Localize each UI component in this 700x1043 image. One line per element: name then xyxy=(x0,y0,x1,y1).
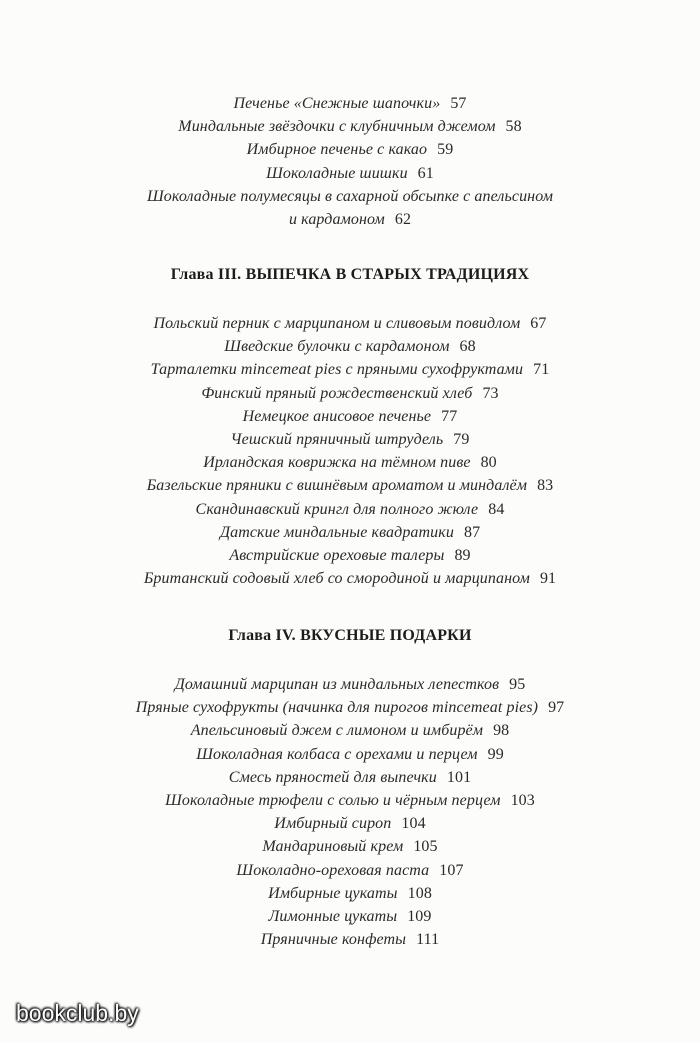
toc-entry-title: Скандинавский крингл для полного жюле xyxy=(195,500,479,518)
toc-entry xyxy=(20,789,680,812)
toc-entry xyxy=(20,498,680,521)
chapter-4-heading: Глава IV. ВКУСНЫЕ ПОДАРКИ xyxy=(228,627,472,644)
toc-entry-page: 109 xyxy=(407,908,432,926)
toc-entry-title: Датские миндальные квадратики xyxy=(219,523,454,541)
toc-entry-title: Финский пряный рождественский хлеб xyxy=(201,384,473,402)
toc-entry xyxy=(20,835,680,858)
toc-entry xyxy=(20,162,680,185)
toc-entry xyxy=(20,859,680,882)
toc-entry-title: Шоколадные полумесяцы в сахарной обсыпке с апельсином xyxy=(146,187,554,205)
toc-entry-title: Имбирное печенье с какао xyxy=(246,141,428,159)
toc-entry-page: 80 xyxy=(480,454,497,472)
toc-entry-page: 89 xyxy=(454,547,471,565)
toc-entry-title: Британский содовый хлеб со смородиной и марципаном xyxy=(143,570,530,588)
toc-entry xyxy=(20,451,680,474)
toc-entry-page: 97 xyxy=(548,699,565,717)
toc-entry xyxy=(20,928,680,951)
toc-entry-page: 104 xyxy=(401,815,426,833)
toc-entry xyxy=(20,521,680,544)
toc-entry xyxy=(20,428,680,451)
toc-entry-page: 67 xyxy=(530,315,547,332)
toc-entry xyxy=(20,544,680,567)
toc-entry xyxy=(20,335,680,358)
toc-entry-page: 83 xyxy=(537,477,554,495)
toc-entry-page: 91 xyxy=(539,570,557,588)
toc-entry-title: Шведские булочки с кардамоном xyxy=(224,338,450,356)
toc-entry-page: 59 xyxy=(437,141,454,159)
toc-entry-page: 68 xyxy=(459,338,476,356)
toc-entry-title: Австрийские ореховые талеры xyxy=(229,547,445,565)
toc-entry-title: Базельские пряники с вишнёвым ароматом и миндалём xyxy=(146,477,528,495)
toc-entry-page: 84 xyxy=(488,500,505,518)
toc-entry-page: 103 xyxy=(510,792,535,810)
toc-entry-title: Мандариновый крем xyxy=(262,838,404,856)
toc-entry-page: 62 xyxy=(394,211,412,229)
toc-entry-title: Миндальные звёздочки с клубничным джемом xyxy=(178,118,496,136)
toc-entry xyxy=(20,312,680,335)
toc-entry-page: 58 xyxy=(505,118,522,136)
toc-entry-title: Пряничные конфеты xyxy=(260,931,407,949)
toc-entry-title: Польский перник с марципаном и сливовым повидлом xyxy=(153,315,521,332)
toc-entry xyxy=(20,382,680,405)
toc-entry xyxy=(20,92,680,115)
toc-entry-title: Пряные сухофрукты (начинка для пирогов mincemeat pies) xyxy=(135,699,539,717)
toc-entry-title: Шоколадная колбаса с орехами и перцем xyxy=(196,745,478,763)
toc-section-top xyxy=(20,92,680,231)
toc-section-chapter-3 xyxy=(20,312,680,590)
toc-entry xyxy=(20,208,680,231)
toc-entry-title: Печенье «Снежные шапочки» xyxy=(233,95,441,112)
toc-entry-title: Апельсиновый джем с лимоном и имбирём xyxy=(190,722,484,740)
toc-entry-page: 98 xyxy=(493,722,510,740)
toc-entry-page: 57 xyxy=(450,95,467,112)
toc-entry xyxy=(20,115,680,138)
toc-entry xyxy=(20,696,680,719)
toc-entry xyxy=(20,138,680,161)
watermark: bookclub.by xyxy=(16,1000,139,1026)
toc-entry xyxy=(20,719,680,742)
toc-entry-title: Шоколадно-ореховая паста xyxy=(236,861,430,879)
toc-entry-page: 99 xyxy=(487,745,504,763)
toc-entry-page: 79 xyxy=(453,431,470,449)
toc-entry-title: Тарталетки mincemeat pies с пряными сухофруктами xyxy=(150,361,524,379)
toc-entry-page: 71 xyxy=(533,361,550,379)
toc-entry-title: Смесь пряностей для выпечки xyxy=(228,768,437,786)
toc-entry-page: 77 xyxy=(441,407,458,425)
toc-entry-title: Немецкое анисовое печенье xyxy=(242,407,432,425)
toc-entry-page: 73 xyxy=(482,384,499,402)
toc-entry xyxy=(20,567,680,590)
toc-entry-title: Чешский пряничный штрудель xyxy=(230,431,444,449)
toc-entry xyxy=(20,673,680,696)
toc-entry xyxy=(20,766,680,789)
toc-entry-title: Шоколадные шишки xyxy=(266,164,408,182)
toc-section-chapter-4 xyxy=(20,673,680,951)
toc-entry-title: Шоколадные трюфели с солью и чёрным перцем xyxy=(165,792,501,810)
toc-entry-title: Домашний марципан из миндальных лепестков xyxy=(174,676,500,693)
toc-entry-page: 107 xyxy=(439,861,464,879)
toc-entry-title: Ирландская коврижка на тёмном пиве xyxy=(203,454,471,472)
toc-entry xyxy=(20,185,680,208)
toc-entry-title: Имбирный сироп xyxy=(274,815,392,833)
toc-entry xyxy=(20,905,680,928)
toc-entry xyxy=(20,743,680,766)
chapter-3-heading: Глава III. ВЫПЕЧКА В СТАРЫХ ТРАДИЦИЯХ xyxy=(170,266,530,283)
toc-entry-title: Лимонные цукаты xyxy=(268,908,398,926)
toc-entry-page: 61 xyxy=(417,164,434,182)
toc-entry xyxy=(20,882,680,905)
toc-entry xyxy=(20,405,680,428)
toc-entry-page: 111 xyxy=(416,931,440,949)
toc-entry-page: 87 xyxy=(463,523,481,541)
toc-entry-page: 101 xyxy=(446,768,472,786)
toc-entry-page: 105 xyxy=(413,838,438,856)
toc-entry-page: 108 xyxy=(407,884,432,902)
toc-entry xyxy=(20,358,680,381)
toc-entry-page: 95 xyxy=(509,676,526,693)
toc-entry xyxy=(20,474,680,497)
toc-entry-title: и кардамоном xyxy=(288,211,385,229)
toc-entry-title: Имбирные цукаты xyxy=(268,884,398,902)
toc-entry xyxy=(20,812,680,835)
